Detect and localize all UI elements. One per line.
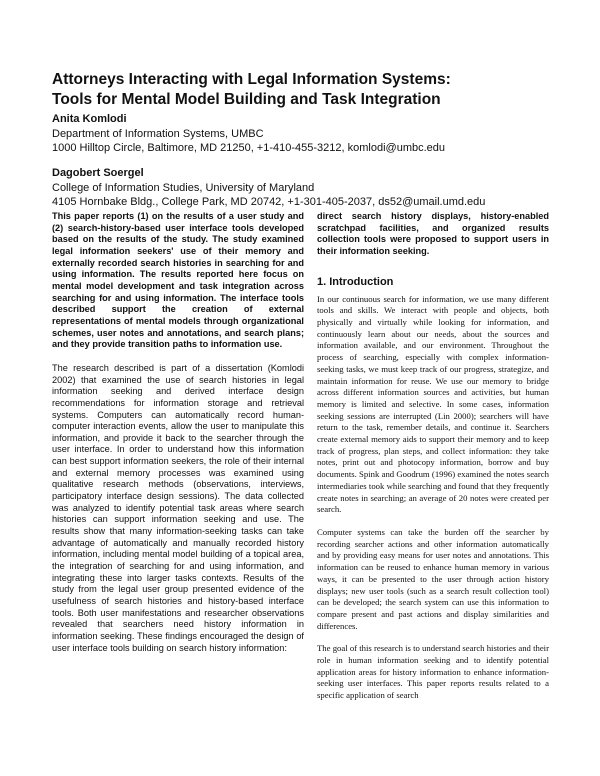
intro-paragraph-1: In our continuous search for information, we use many different tools and skills. We interact with people and objects, both physically and virtually while looking for information, and continuously learn about our needs, about the sources and information available, and our environment. Throughout the process of searching, especially with complex information-seeking tasks, we must keep track of our progress, strategize, and maintain information for reuse. We use our memory to bridge across different information sources and activities, but human memory is limited and selective. In some cases, information seeking sessions are interrupted (Lin 2000); searchers will have return to the task, remember details, and continue it. Searchers create external memory aids to support their memory and to keep track of progress, plan steps, and collect information: they take notes, print out and photocopy information, borrow and buy documents. Spink and Goodrum (1996) examined the notes search intermediaries took while searching and found that they frequently create notes in searching; an average of 20 notes were created per search. [317, 293, 549, 515]
left-column [52, 211, 304, 654]
author-block-1 [52, 112, 552, 156]
author-affiliation: College of Information Studies, University of Maryland [52, 181, 315, 194]
right-column [317, 211, 549, 713]
author-address: 4105 Hornbake Bldg., College Park, MD 20742, +1-301-405-2037, ds52@umail.umd.edu [52, 196, 486, 208]
title-line-2: Tools for Mental Model Building and Task Integration [52, 91, 441, 108]
author-address: 1000 Hilltop Circle, Baltimore, MD 21250, +1-410-455-3212, komlodi@umbc.edu [52, 142, 446, 154]
author-block-2 [52, 166, 552, 210]
abstract-continuation: direct search history displays, history-enabled scratchpad facilities, and organized results collection tools were proposed to support users in their information seeking. [317, 211, 549, 256]
paper-title [52, 70, 552, 110]
author-name: Anita Komlodi [52, 113, 127, 125]
section-heading-introduction: 1. Introduction [317, 275, 394, 288]
intro-paragraph-3: The goal of this research is to understand search histories and their role in human information seeking and to identify potential application areas for history information to enhance information-seeking user interfaces. This paper reports results related to a specific application of search [317, 643, 549, 701]
intro-paragraph-2: Computer systems can take the burden off the searcher by recording searcher actions and other information automatically and by providing easy means for user notes and annotations. This information can be reused to enhance human memory in various ways, it can be presented to the user through action history displays; new user tools (such as a search result collection tool) can be developed; the search system can use this information to compare present and past actions and display similarities and differences. [317, 526, 549, 631]
body-paragraph: The research described is part of a dissertation (Komlodi 2002) that examined the use of search histories in legal information seeking and derived interface design recommendations for information storage and retrieval systems. Computers can automatically record human-computer interaction events, allow the user to manipulate this information, and provide it back to the searcher through the user interface. In order to understand how this information can best support information seekers, the role of their internal and external memory processes was examined using qualitative research methods (observations, interviews, participatory interface design sessions). The data collected was analyzed to identify potential task areas where search histories can support information seeking and use. The results show that many information-seeking tasks can take advantage of automatically and manually recorded history information, including mental model building of a topical area, the integration of searching for and using information, and integrating these into larger tasks contexts. Results of the study from the legal user group presented evidence of the usefulness of search histories and history-based interface tools. Both user manifestations and researcher observations revealed that searchers need history information in information seeking. These findings encouraged the design of user interface tools building on search history information: [52, 362, 304, 653]
author-name: Dagobert Soergel [52, 167, 144, 179]
title-line-1: Attorneys Interacting with Legal Information Systems: [52, 71, 451, 88]
abstract-text: This paper reports (1) on the results of a user study and (2) search-history-based user interface tools developed based on the results of the study. The study examined legal information seekers' use of their memory and externally recorded search histories in searching for and using information. The results reported here focus on mental model development and task integration across searching for and using information. The interface tools described support the creation of external representations of mental models through organizational schemes, user notes and annotations, and search plans; and they provide transition paths to information use. [52, 211, 304, 350]
author-affiliation: Department of Information Systems, UMBC [52, 127, 264, 140]
